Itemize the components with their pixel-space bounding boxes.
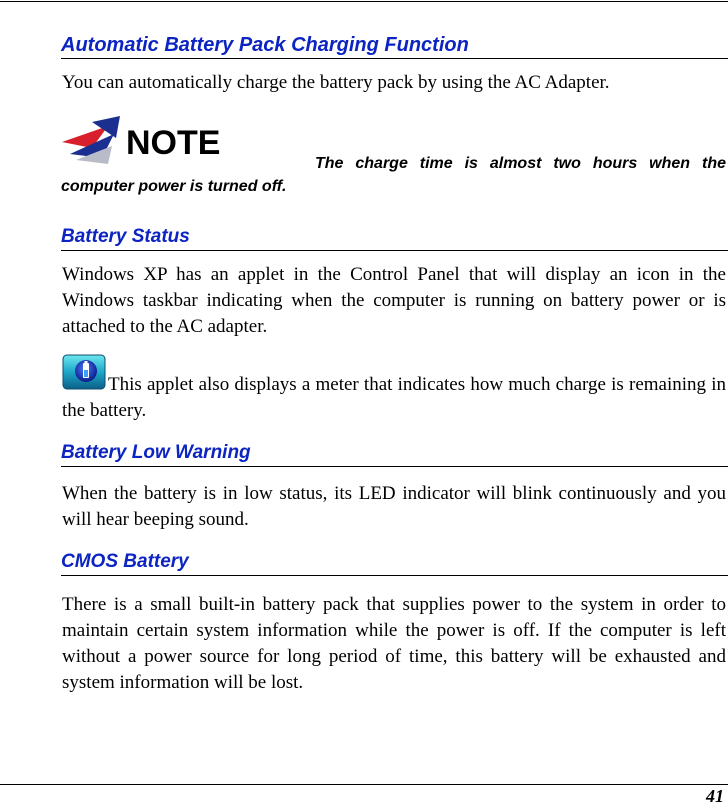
section-title-low-warning: Battery Low Warning — [61, 441, 728, 467]
page-number: 41 — [706, 786, 724, 806]
note-logo-text: NOTE — [126, 124, 221, 162]
low-warning-text: When the battery is in low status, its LED indicator will blink continuously and you will hear beeping sound. — [62, 483, 726, 530]
cmos-text: There is a small built-in battery pack that supplies power to the system in order to maintain certain system information while the power is off. If the computer is left without a power source for long period of time, this battery will be exhausted and system information will be lost. — [62, 594, 726, 693]
section-title-auto-charge: Automatic Battery Pack Charging Function — [61, 33, 728, 59]
battery-status-text: Windows XP has an applet in the Control Panel that will display an icon in the Windows taskbar indicating when the computer is running on battery power or is attached to the AC adapter. — [62, 264, 726, 337]
top-rule — [0, 1, 728, 2]
applet-text: This applet also displays a meter that indicates how much charge is remaining in the battery. — [62, 374, 726, 421]
auto-charge-text: You can automatically charge the battery pack by using the AC Adapter. — [62, 72, 610, 93]
section-title-cmos: CMOS Battery — [61, 550, 728, 576]
section-title-battery-status: Battery Status — [61, 225, 728, 251]
note-text: The charge time is almost two hours when the computer power is turned off. — [61, 155, 726, 195]
bottom-rule — [0, 784, 728, 785]
